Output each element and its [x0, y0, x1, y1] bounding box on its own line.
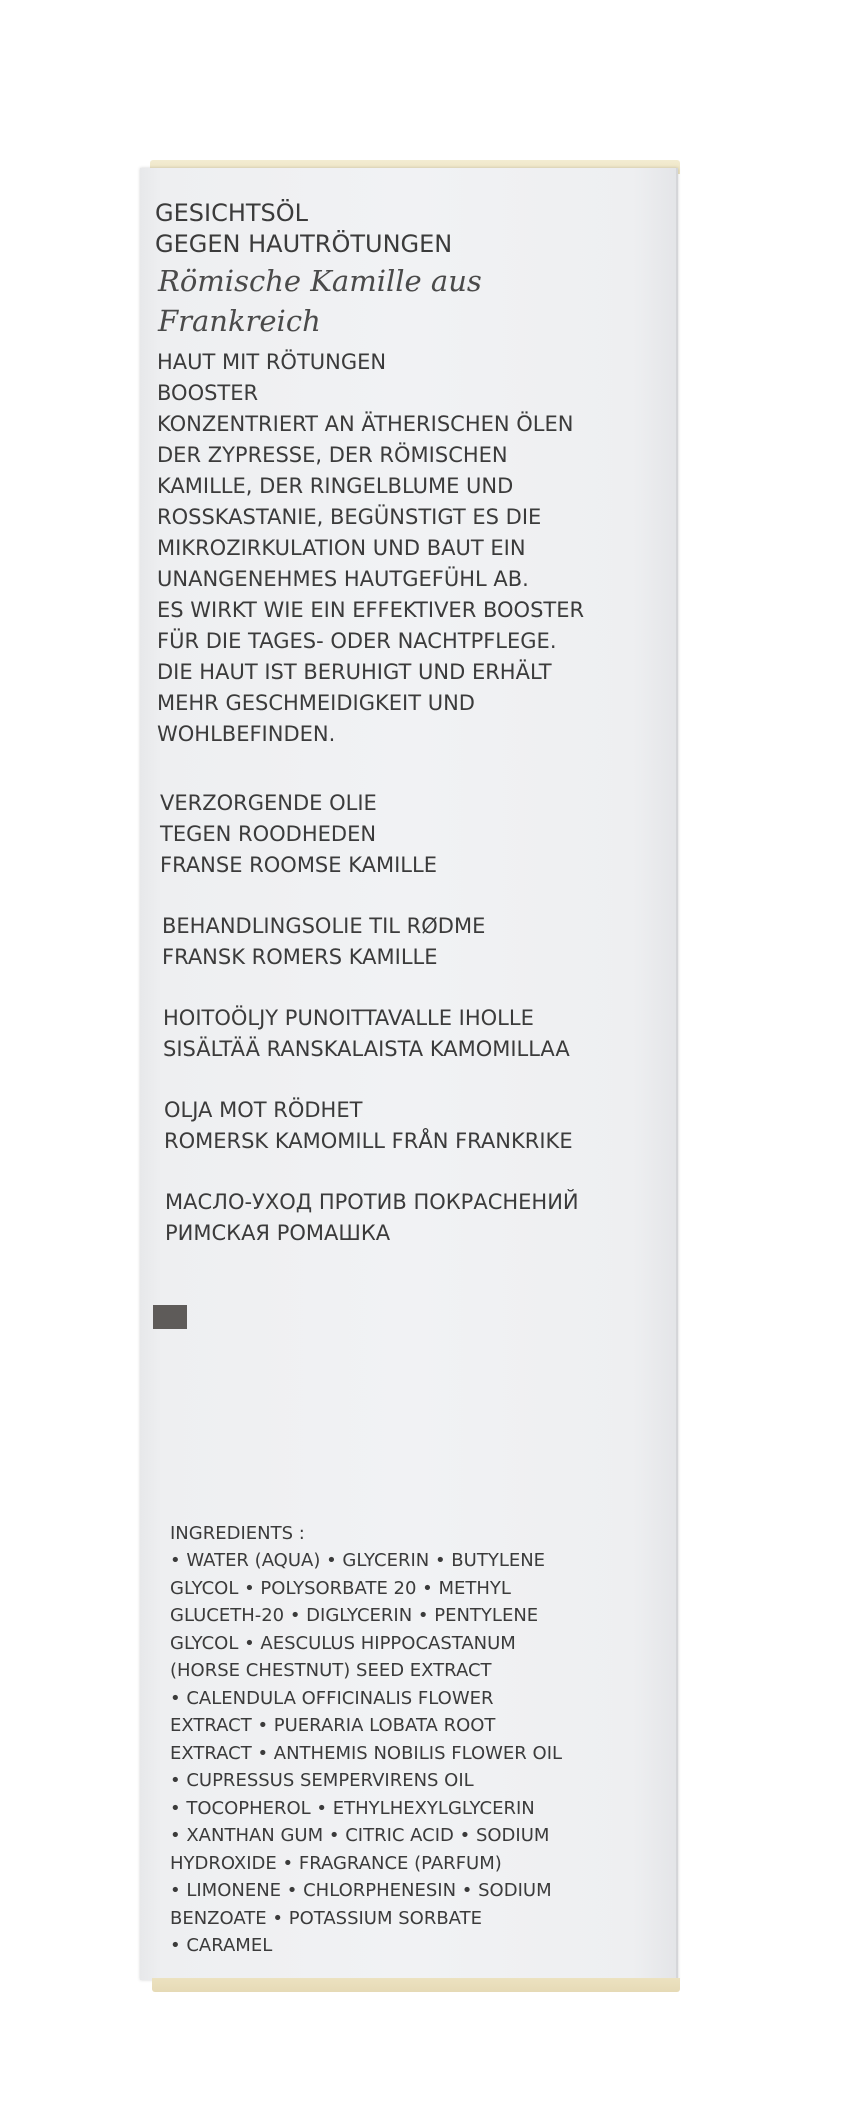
- title-line-1: GESICHTSÖL: [155, 199, 309, 227]
- ingredients-line-5: (HORSE CHESTNUT) SEED EXTRACT: [170, 1660, 492, 1681]
- ingredients-line-11: • XANTHAN GUM • CITRIC ACID • SODIUM: [170, 1825, 550, 1846]
- russian-line-2: РИМСКАЯ РОМАШКА: [165, 1221, 391, 1245]
- german-line-5: KAMILLE, DER RINGELBLUME UND: [157, 474, 514, 498]
- ingredients-line-9: • CUPRESSUS SEMPERVIRENS OIL: [170, 1770, 474, 1791]
- ingredients-line-12: HYDROXIDE • FRAGRANCE (PARFUM): [170, 1853, 502, 1874]
- german-line-6: ROSSKASTANIE, BEGÜNSTIGT ES DIE: [157, 505, 542, 529]
- german-line-12: MEHR GESCHMEIDIGKEIT UND: [157, 691, 475, 715]
- dutch-line-1: VERZORGENDE OLIE: [160, 791, 377, 815]
- ingredients-line-3: GLUCETH-20 • DIGLYCERIN • PENTYLENE: [170, 1605, 539, 1626]
- german-line-10: FÜR DIE TAGES- ODER NACHTPFLEGE.: [157, 629, 557, 653]
- ingredients-line-6: • CALENDULA OFFICINALIS FLOWER: [170, 1688, 494, 1709]
- subtitle-line-2: Frankreich: [158, 304, 321, 338]
- color-swatch: [153, 1305, 187, 1329]
- ingredients-line-4: GLYCOL • AESCULUS HIPPOCASTANUM: [170, 1633, 516, 1654]
- ingredients-line-13: • LIMONENE • CHLORPHENESIN • SODIUM: [170, 1880, 552, 1901]
- german-line-9: ES WIRKT WIE EIN EFFEKTIVER BOOSTER: [157, 598, 585, 622]
- russian-line-1: МАСЛО-УХОД ПРОТИВ ПОКРАСНЕНИЙ: [165, 1190, 579, 1214]
- dutch-line-3: FRANSE ROOMSE KAMILLE: [160, 853, 437, 877]
- ingredients-line-15: • CARAMEL: [170, 1935, 273, 1956]
- danish-line-1: BEHANDLINGSOLIE TIL RØDME: [162, 914, 486, 938]
- box-bottom-flap: [152, 1978, 680, 1992]
- swedish-line-2: ROMERSK KAMOMILL FRÅN FRANKRIKE: [164, 1129, 573, 1153]
- finnish-line-2: SISÄLTÄÄ RANSKALAISTA KAMOMILLAA: [163, 1037, 570, 1061]
- german-line-8: UNANGENEHMES HAUTGEFÜHL AB.: [157, 567, 529, 591]
- german-line-13: WOHLBEFINDEN.: [157, 722, 336, 746]
- german-line-2: BOOSTER: [157, 381, 259, 405]
- title-line-2: GEGEN HAUTRÖTUNGEN: [155, 230, 453, 258]
- ingredients-line-2: GLYCOL • POLYSORBATE 20 • METHYL: [170, 1578, 511, 1599]
- german-line-7: MIKROZIRKULATION UND BAUT EIN: [157, 536, 526, 560]
- german-line-4: DER ZYPRESSE, DER RÖMISCHEN: [157, 443, 508, 467]
- german-line-3: KONZENTRIERT AN ÄTHERISCHEN ÖLEN: [157, 412, 574, 436]
- ingredients-heading: INGREDIENTS :: [170, 1523, 305, 1544]
- german-line-11: DIE HAUT IST BERUHIGT UND ERHÄLT: [157, 660, 552, 684]
- ingredients-line-8: EXTRACT • ANTHEMIS NOBILIS FLOWER OIL: [170, 1743, 563, 1764]
- danish-line-2: FRANSK ROMERS KAMILLE: [162, 945, 438, 969]
- german-line-1: HAUT MIT RÖTUNGEN: [157, 350, 387, 374]
- ingredients-line-14: BENZOATE • POTASSIUM SORBATE: [170, 1908, 482, 1929]
- ingredients-line-7: EXTRACT • PUERARIA LOBATA ROOT: [170, 1715, 496, 1736]
- ingredients-line-10: • TOCOPHEROL • ETHYLHEXYLGLYCERIN: [170, 1798, 535, 1819]
- ingredients-line-1: • WATER (AQUA) • GLYCERIN • BUTYLENE: [170, 1550, 546, 1571]
- dutch-line-2: TEGEN ROODHEDEN: [160, 822, 377, 846]
- swedish-line-1: OLJA MOT RÖDHET: [164, 1098, 363, 1122]
- subtitle-line-1: Römische Kamille aus: [158, 264, 482, 298]
- finnish-line-1: HOITOÖLJY PUNOITTAVALLE IHOLLE: [163, 1006, 534, 1030]
